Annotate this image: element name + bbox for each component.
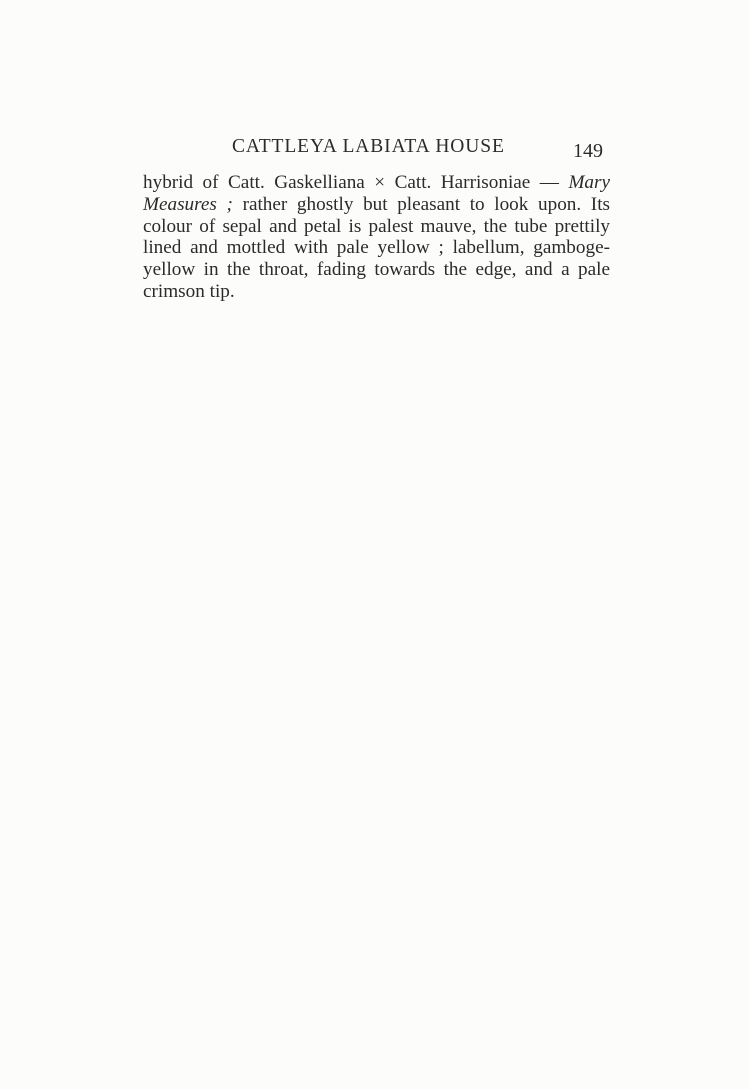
text-run: yellow in the throat, fading towards the edge, and a pale	[143, 259, 610, 281]
text-run: lined and mottled with pale yellow ; labellum, gamboge-	[143, 237, 610, 259]
body-paragraph	[143, 172, 610, 303]
text-run: hybrid of Catt. Gaskelliana × Catt. Harrisoniae —	[143, 172, 559, 193]
text-line	[143, 237, 610, 259]
text-run: rather ghostly but pleasant to look upon. Its	[242, 193, 610, 215]
text-line	[143, 281, 610, 303]
text-line	[143, 259, 610, 281]
page-number: 149	[573, 140, 603, 162]
text-line	[143, 216, 610, 238]
italic-run: Measures ;	[143, 193, 233, 215]
page-title: CATTLEYA LABIATA HOUSE	[232, 136, 505, 157]
text-run: colour of sepal and petal is palest mauve, the tube prettily	[143, 215, 610, 237]
italic-run: Mary	[568, 172, 610, 193]
running-header	[0, 134, 750, 164]
text-line	[143, 172, 610, 194]
text-run: crimson tip.	[143, 280, 235, 302]
text-line	[143, 194, 610, 216]
